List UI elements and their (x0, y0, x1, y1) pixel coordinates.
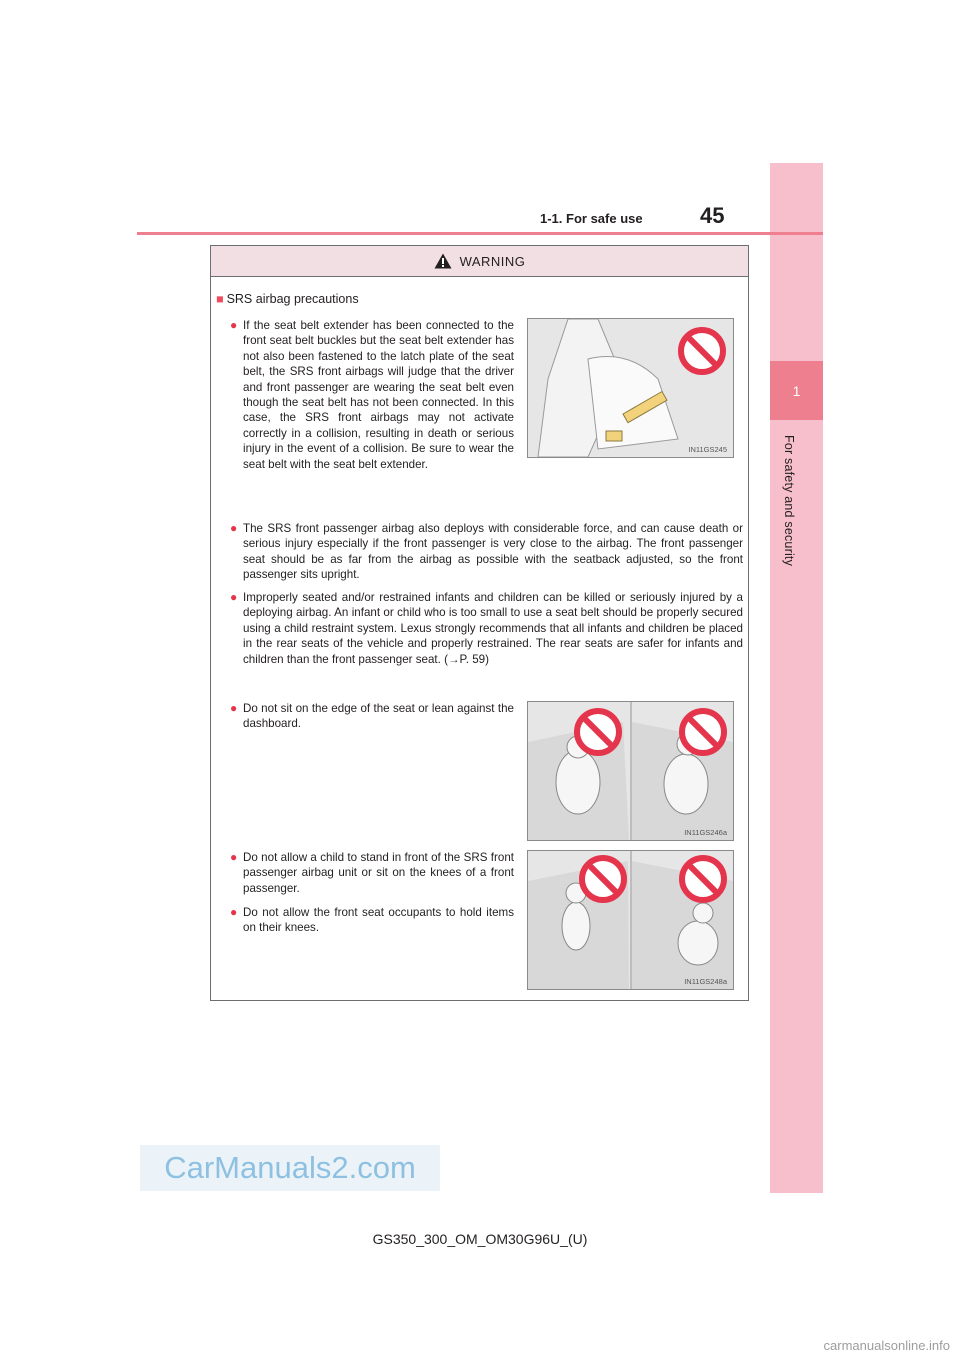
warning-header (211, 246, 748, 277)
bullet-dot-icon: ● (230, 850, 238, 864)
chapter-number: 1 (792, 382, 801, 399)
bullet-dot-icon: ● (230, 905, 238, 919)
watermark-top[interactable]: CarManuals2.com (140, 1145, 440, 1191)
figure-code: IN11GS246a (684, 828, 727, 837)
figure-edge-of-seat (527, 701, 734, 841)
figure-code: IN11GS245 (688, 445, 727, 454)
figure-divider (630, 702, 632, 840)
footer-doc-code: GS350_300_OM_OM30G96U_(U) (372, 1231, 588, 1247)
section-title: 1-1. For safe use (540, 211, 643, 226)
header-rule (137, 232, 823, 235)
square-bullet-icon: ■ (216, 292, 224, 306)
bullet-dot-icon: ● (230, 318, 238, 332)
chapter-title: For safety and security (782, 435, 796, 567)
bullet-passenger-airbag-force: ● The SRS front passenger airbag also deploys with considerable force, and can cause death or serious injury especially if the front passenger is very close to the airbag. The front passenger seat should be as far from the airbag as possible with the seatback adjusted, so the front passenger sits upright. (230, 521, 743, 582)
bullet-edge-of-seat: ● Do not sit on the edge of the seat or lean against the dashboard. (230, 701, 514, 731)
chapter-strip (770, 163, 823, 1193)
figure-child-standing (527, 850, 734, 990)
bullet-dot-icon: ● (230, 701, 238, 715)
figure-seatbelt-extender (527, 318, 734, 458)
page-number: 45 (700, 203, 725, 228)
bullet-dot-icon: ● (230, 521, 238, 535)
seatbelt-illustration (528, 319, 733, 457)
warning-box (210, 245, 749, 1001)
bullet-infants-children: ● Improperly seated and/or restrained infants and children can be killed or seriously injured by a deploying airbag. An infant or child who is too small to use a seat belt should be properly secured using a child restraint system. Lexus strongly recommends that all infants and children be placed in the rear seats of the vehicle and properly restrained. The rear seats are safer for infants and children than the front passenger seat. (→P. 59) (230, 590, 743, 666)
bullet-seatbelt-extender: ● If the seat belt extender has been connected to the front seat belt buckles but the seat belt extender has not also been fastened to the latch plate of the seat belt, the SRS front airbags will judge that the driver and front passenger are wearing the seat belt even though the seat belt has not been connected. In this case, the SRS front airbags may not activate correctly in a collision, resulting in death or serious injury in the event of a collision. Be sure to wear the seat belt with the seat belt extender. (230, 318, 514, 471)
figure-code: IN11GS248a (684, 977, 727, 986)
bullet-items-on-knees: ● Do not allow the front seat occupants to hold items on their knees. (230, 905, 514, 935)
bullet-child-standing: ● Do not allow a child to stand in front of the SRS front passenger airbag unit or sit on the knees of a front passenger. (230, 850, 514, 895)
watermark-bottom[interactable]: carmanualsonline.info (823, 1338, 950, 1353)
srs-section-title: ■ SRS airbag precautions (216, 292, 359, 306)
warning-title: WARNING (459, 253, 526, 269)
figure-divider (630, 851, 632, 989)
bullet-dot-icon: ● (230, 590, 238, 604)
warning-triangle-icon (434, 253, 452, 269)
